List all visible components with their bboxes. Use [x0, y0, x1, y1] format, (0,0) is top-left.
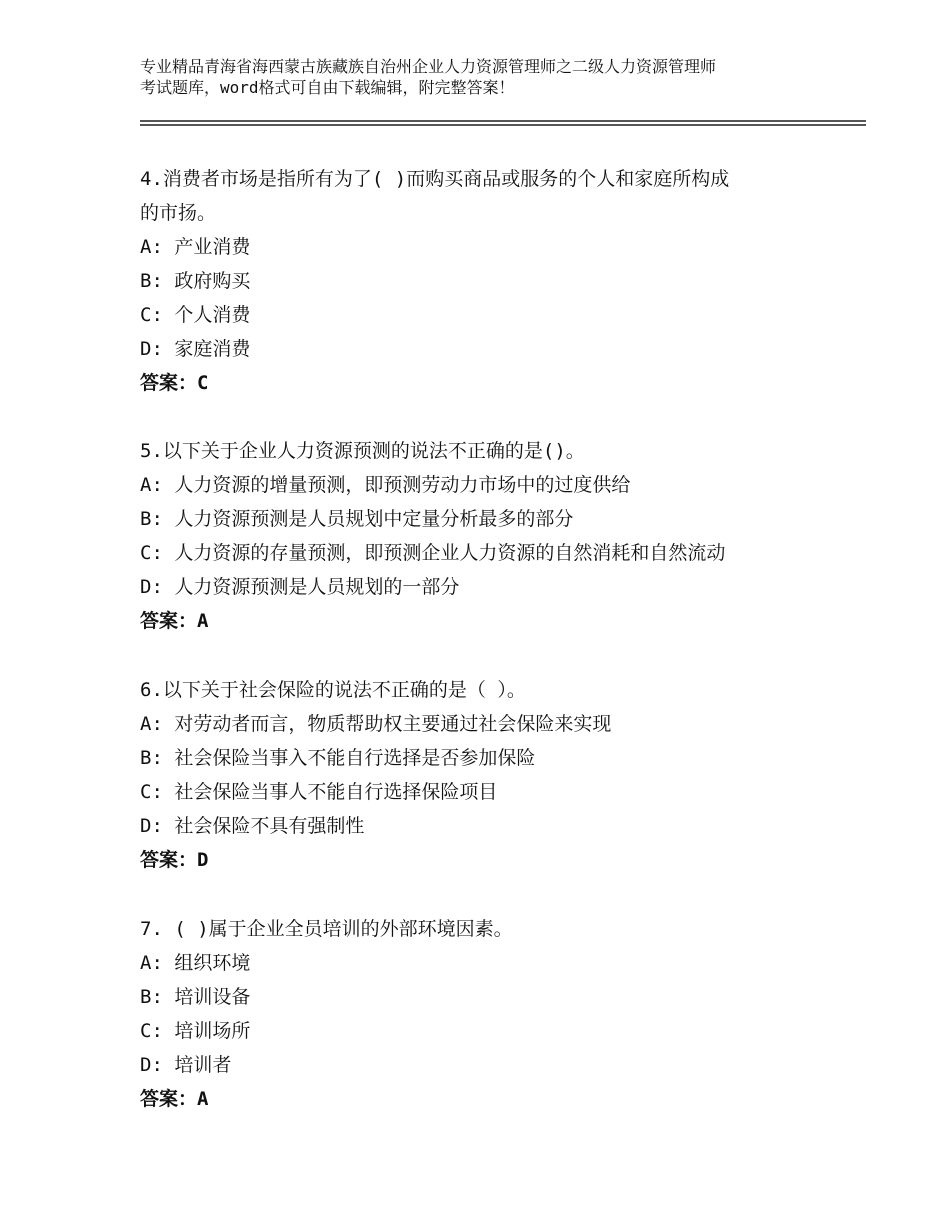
option-c: C: 社会保险当事人不能自行选择保险项目	[140, 781, 498, 803]
question-4	[140, 162, 840, 400]
question-title: 6.以下关于社会保险的说法不正确的是（ ）。	[140, 679, 526, 701]
header-line-2: 考试题库，word格式可自由下载编辑，附完整答案！	[140, 78, 515, 97]
header-divider	[140, 120, 866, 126]
answer: 答案：A	[140, 610, 209, 632]
option-b: B: 培训设备	[140, 986, 251, 1008]
question-title: 7. ( )属于企业全员培训的外部环境因素。	[140, 918, 513, 940]
answer: 答案：D	[140, 849, 209, 871]
option-a: A: 产业消费	[140, 236, 251, 258]
question-title-continued: 的市扬。	[140, 202, 217, 224]
option-b: B: 社会保险当事入不能自行选择是否参加保险	[140, 747, 536, 769]
question-6	[140, 673, 840, 877]
question-title: 5.以下关于企业人力资源预测的说法不正确的是()。	[140, 440, 585, 462]
question-5	[140, 434, 840, 638]
option-c: C: 培训场所	[140, 1020, 251, 1042]
question-title: 4.消费者市场是指所有为了( )而购买商品或服务的个人和家庭所构成	[140, 168, 730, 190]
option-c: C: 人力资源的存量预测，即预测企业人力资源的自然消耗和自然流动	[140, 542, 726, 564]
option-d: D: 人力资源预测是人员规划的一部分	[140, 576, 460, 598]
answer: 答案：C	[140, 372, 209, 394]
option-a: A: 组织环境	[140, 952, 251, 974]
answer: 答案：A	[140, 1088, 209, 1110]
option-a: A: 人力资源的增量预测，即预测劳动力市场中的过度供给	[140, 474, 631, 496]
option-d: D: 培训者	[140, 1054, 232, 1076]
option-c: C: 个人消费	[140, 304, 251, 326]
option-b: B: 人力资源预测是人员规划中定量分析最多的部分	[140, 508, 574, 530]
option-d: D: 家庭消费	[140, 338, 251, 360]
document-header	[140, 56, 830, 98]
question-7	[140, 912, 840, 1116]
option-b: B: 政府购买	[140, 270, 251, 292]
header-line-1: 专业精品青海省海西蒙古族藏族自治州企业人力资源管理师之二级人力资源管理师	[140, 57, 717, 76]
option-a: A: 对劳动者而言，物质帮助权主要通过社会保险来实现	[140, 713, 612, 735]
option-d: D: 社会保险不具有强制性	[140, 815, 365, 837]
